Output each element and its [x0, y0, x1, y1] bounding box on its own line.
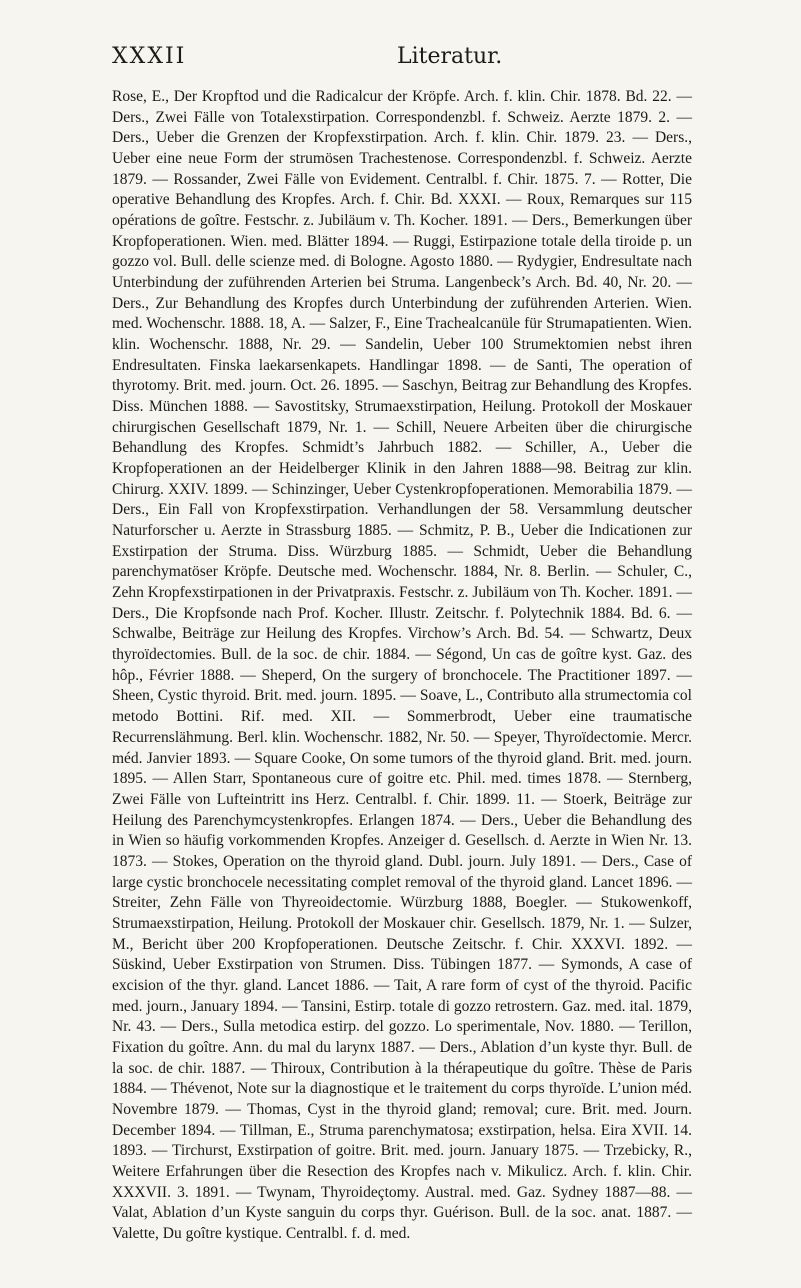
running-title: Literatur.	[397, 44, 503, 69]
page-number: XXXII	[112, 44, 187, 69]
bibliography-paragraph: Rose, E., Der Kropftod und die Radicalcur der Kröpfe. Arch. f. klin. Chir. 1878. Bd. 22. — Ders., Zwei Fälle von Totalexstirpation. Correspondenzbl. f. Schweiz. Aerzte 1879. 2. — Ders., Ueber die Grenzen der Kropfexstirpation. Arch. f. klin. Chir. 1879. 23. — Ders., Ueber eine neue Form der strumösen Trachestenose. Correspondenzbl. f. Schweiz. Aerzte 1879. — Rossander, Zwei Fälle von Evidement. Centralbl. f. Chir. 1875. 7. — Rotter, Die operative Behandlung des Kropfes. Arch. f. Chir. Bd. XXXI. — Roux, Remarques sur 115 opérations de goître. Festschr. z. Jubiläum v. Th. Kocher. 1891. — Ders., Bemerkungen über Kropfoperationen. Wien. med. Blätter 1894. — Ruggi, Estirpazione totale della tiroide p. un gozzo vol. Bull. delle scienze med. di Bologne. Agosto 1880. — Rydygier, Endresultate nach Unterbindung der zuführenden Arterien bei Struma. Langenbeck’s Arch. Bd. 40, Nr. 20. — Ders., Zur Behandlung des Kropfes durch Unterbindung der zuführenden Arterien. Wien. med. Wochenschr. 1888. 18, A. — Salzer, F., Eine Trachealcanüle für Strumapatienten. Wien. klin. Wochenschr. 1888, Nr. 29. — Sandelin, Ueber 100 Strumektomien nebst ihren Endresultaten. Finska laekarsenkapets. Handlingar 1898. — de Santi, The operation of thyrotomy. Brit. med. journ. Oct. 26. 1895. — Saschyn, Beitrag zur Behandlung des Kropfes. Diss. München 1888. — Savostitsky, Strumaexstirpation, Heilung. Protokoll der Moskauer chirurgischen Gesellschaft 1879, Nr. 1. — Schill, Neuere Arbeiten über die chirurgische Behandlung des Kropfes. Schmidt’s Jahrbuch 1882. — Schiller, A., Ueber die Kropfoperationen an der Heidelberger Klinik in den Jahren 1888—98. Beitrag zur klin. Chirurg. XXIV. 1899. — Schinzinger, Ueber Cystenkropfoperationen. Memorabilia 1879. — Ders., Ein Fall von Kropfexstirpation. Verhandlungen der 58. Versammlung deutscher Naturforscher u. Aerzte in Strassburg 1885. — Schmitz, P. B., Ueber die Indicationen zur Exstirpation der Struma. Diss. Würzburg 1885. — Schmidt, Ueber die Behandlung parenchymatöser Kröpfe. Deutsche med. Wochenschr. 1884, Nr. 8. Berlin. — Schuler, C., Zehn Kropfexstirpationen in der Privatpraxis. Festschr. z. Jubiläum von Th. Kocher. 1891. — Ders., Die Kropfsonde nach Prof. Kocher. Illustr. Zeitschr. f. Polytechnik 1884. Bd. 6. — Schwalbe, Beiträge zur Heilung des Kropfes. Virchow’s Arch. Bd. 54. — Schwartz, Deux thyroïdectomies. Bull. de la soc. de chir. 1884. — Ségond, Un cas de goître kyst. Gaz. des hôp., Février 1888. — Sheperd, On the surgery of bronchocele. The Practitioner 1897. — Sheen, Cystic thyroid. Brit. med. journ. 1895. — Soave, L., Contributo alla strumectomia col metodo Bottini. Rif. med. XII. — Sommerbrodt, Ueber eine traumatische Recurrenslähmung. Berl. klin. Wochenschr. 1882, Nr. 50. — Speyer, Thyroïdectomie. Mercr. méd. Janvier 1893. — Square Cooke, On some tumors of the thyroid gland. Brit. med. journ. 1895. — Allen Starr, Spontaneous cure of goitre etc. Phil. med. times 1878. — Sternberg, Zwei Fälle von Lufteintritt ins Herz. Centralbl. f. Chir. 1899. 11. — Stoerk, Beiträge zur Heilung des Parenchymcystenkropfes. Erlangen 1874. — Ders., Ueber die Behandlung des in Wien so häufig vorkommenden Kropfes. Anzeiger d. Gesellsch. d. Aerzte in Wien Nr. 13. 1873. — Stokes, Operation on the thyroid gland. Dubl. journ. July 1891. — Ders., Case of large cystic bronchocele necessitating complet removal of the thyroid gland. Lancet 1896. — Streiter, Zehn Fälle von Thyreoidectomie. Würzburg 1888, Boegler. — Stukowenkoff, Strumaexstirpation, Heilung. Protokoll der Moskauer chir. Gesellsch. 1879, Nr. 1. — Sulzer, M., Bericht über 200 Kropfoperationen. Deutsche Zeitschr. f. Chir. XXXVI. 1892. — Süskind, Ueber Exstirpation von Strumen. Diss. Tübingen 1877. — Symonds, A case of excision of the thyr. gland. Lancet 1886. — Tait, A rare form of cyst of the thyroid. Pacific med. journ., January 1894. — Tansini, Estirp. totale di gozzo retrostern. Gaz. med. ital. 1879, Nr. 43. — Ders., Sulla metodica estirp. del gozzo. Lo sperimentale, Nov. 1880. — Terillon, Fixation du goître. Ann. du mal du larynx 1887. — Ders., Ablation d’un kyste thyr. Bull. de la soc. de chir. 1887. — Thiroux, Contribution à la thérapeutique du goître. Thèse de Paris 1884. — Thévenot, Note sur la diagnostique et le traitement du corps thyroïde. L’union méd. Novembre 1879. — Thomas, Cyst in the thyroid gland; removal; cure. Brit. med. Journ. December 1894. — Tillman, E., Struma parenchymatosa; exstirpation, helsa. Eira XVII. 14. 1893. — Tirchurst, Exstirpation of goitre. Brit. med. journ. January 1875. — Trzebicky, R., Weitere Erfahrungen über die Resection des Kropfes nach v. Mikulicz. Arch. f. klin. Chir. XXXVII. 3. 1891. — Twynam, Thyroideçtomy. Austral. med. Gaz. Sydney 1887—88. — Valat, Ablation d’un Kyste sanguin du corps thyr. Guérison. Bull. de la soc. anat. 1887. — Valette, Du goître kystique. Centralbl. f. d. med.	[112, 88, 692, 1242]
running-head	[112, 44, 692, 74]
bibliography-text	[112, 87, 692, 1245]
